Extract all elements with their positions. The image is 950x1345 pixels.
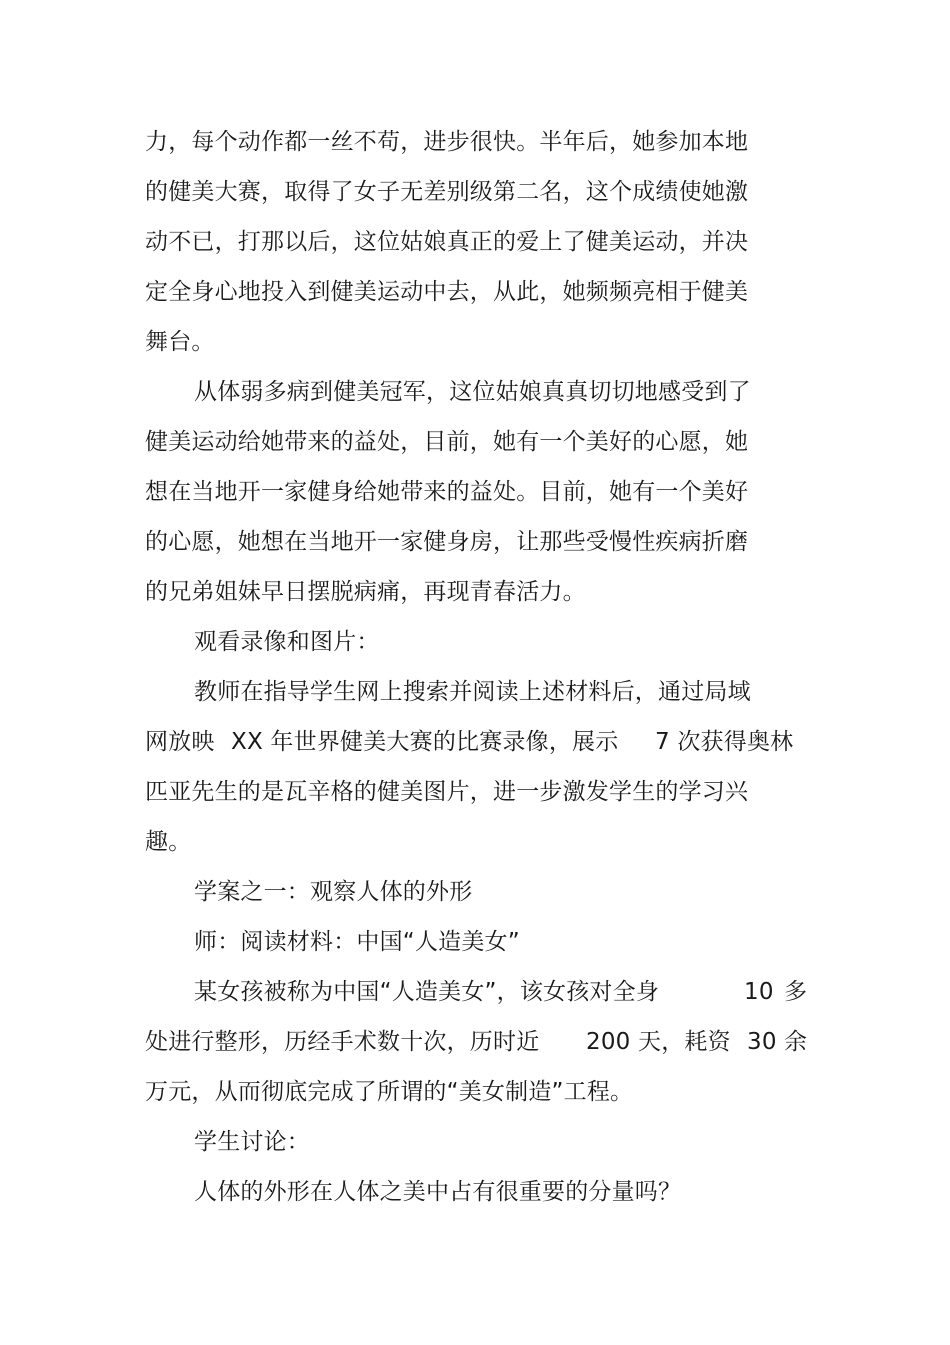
- text-segment: 200 天，耗资: [586, 1029, 731, 1055]
- text-line: 的兄弟姐妹早日摆脱病痛，再现青春活力。: [145, 579, 586, 605]
- text-line: [145, 726, 805, 758]
- text-line: 健美运动给她带来的益处，目前，她有一个美好的心愿，她: [145, 429, 749, 455]
- text-line: 人体的外形在人体之美中占有很重要的分量吗？: [194, 1179, 682, 1205]
- text-line: 舞台。: [145, 329, 215, 355]
- text-line: 趣。: [145, 829, 192, 855]
- text-line: 定全身心地投入到健美运动中去，从此，她频频亮相于健美: [145, 279, 749, 305]
- text-segment: 余: [784, 1029, 808, 1055]
- text-line: 想在当地开一家健身给她带来的益处。目前，她有一个美好: [145, 479, 749, 505]
- text-segment: XX 年世界健美大赛的比赛录像，展示: [231, 729, 619, 755]
- text-segment: 网放映: [145, 729, 215, 755]
- text-segment: 30: [747, 1029, 777, 1055]
- text-segment: 某女孩被称为中国“人造美女”，该女孩对全身: [194, 979, 660, 1005]
- text-line: 万元，从而彻底完成了所谓的“美女制造”工程。: [145, 1079, 634, 1105]
- section-heading: 学案之一：观察人体的外形: [194, 879, 473, 905]
- text-line: [194, 976, 806, 1008]
- text-segment: 10: [744, 979, 774, 1005]
- section-heading: 学生讨论：: [194, 1129, 310, 1155]
- text-line: 从体弱多病到健美冠军，这位姑娘真真切切地感受到了: [194, 379, 751, 405]
- text-line: 教师在指导学生网上搜索并阅读上述材料后，通过局域: [194, 679, 751, 705]
- text-line: 力，每个动作都一丝不苟，进步很快。半年后，她参加本地: [145, 129, 749, 155]
- text-line: 的心愿，她想在当地开一家健身房，让那些受慢性疾病折磨: [145, 529, 749, 555]
- text-segment: 处进行整形，历经手术数十次，历时近: [145, 1029, 540, 1055]
- text-line: 动不已，打那以后，这位姑娘真正的爱上了健美运动，并决: [145, 229, 749, 255]
- section-heading: 师：阅读材料：中国“人造美女”: [194, 929, 520, 955]
- section-heading: 观看录像和图片：: [194, 629, 380, 655]
- text-segment: 7 次获得奥林: [655, 729, 794, 755]
- text-segment: 多: [784, 979, 808, 1005]
- text-line: [145, 1026, 806, 1058]
- text-line: 匹亚先生的是瓦辛格的健美图片，进一步激发学生的学习兴: [145, 779, 749, 805]
- text-line: 的健美大赛，取得了女子无差别级第二名，这个成绩使她激: [145, 179, 749, 205]
